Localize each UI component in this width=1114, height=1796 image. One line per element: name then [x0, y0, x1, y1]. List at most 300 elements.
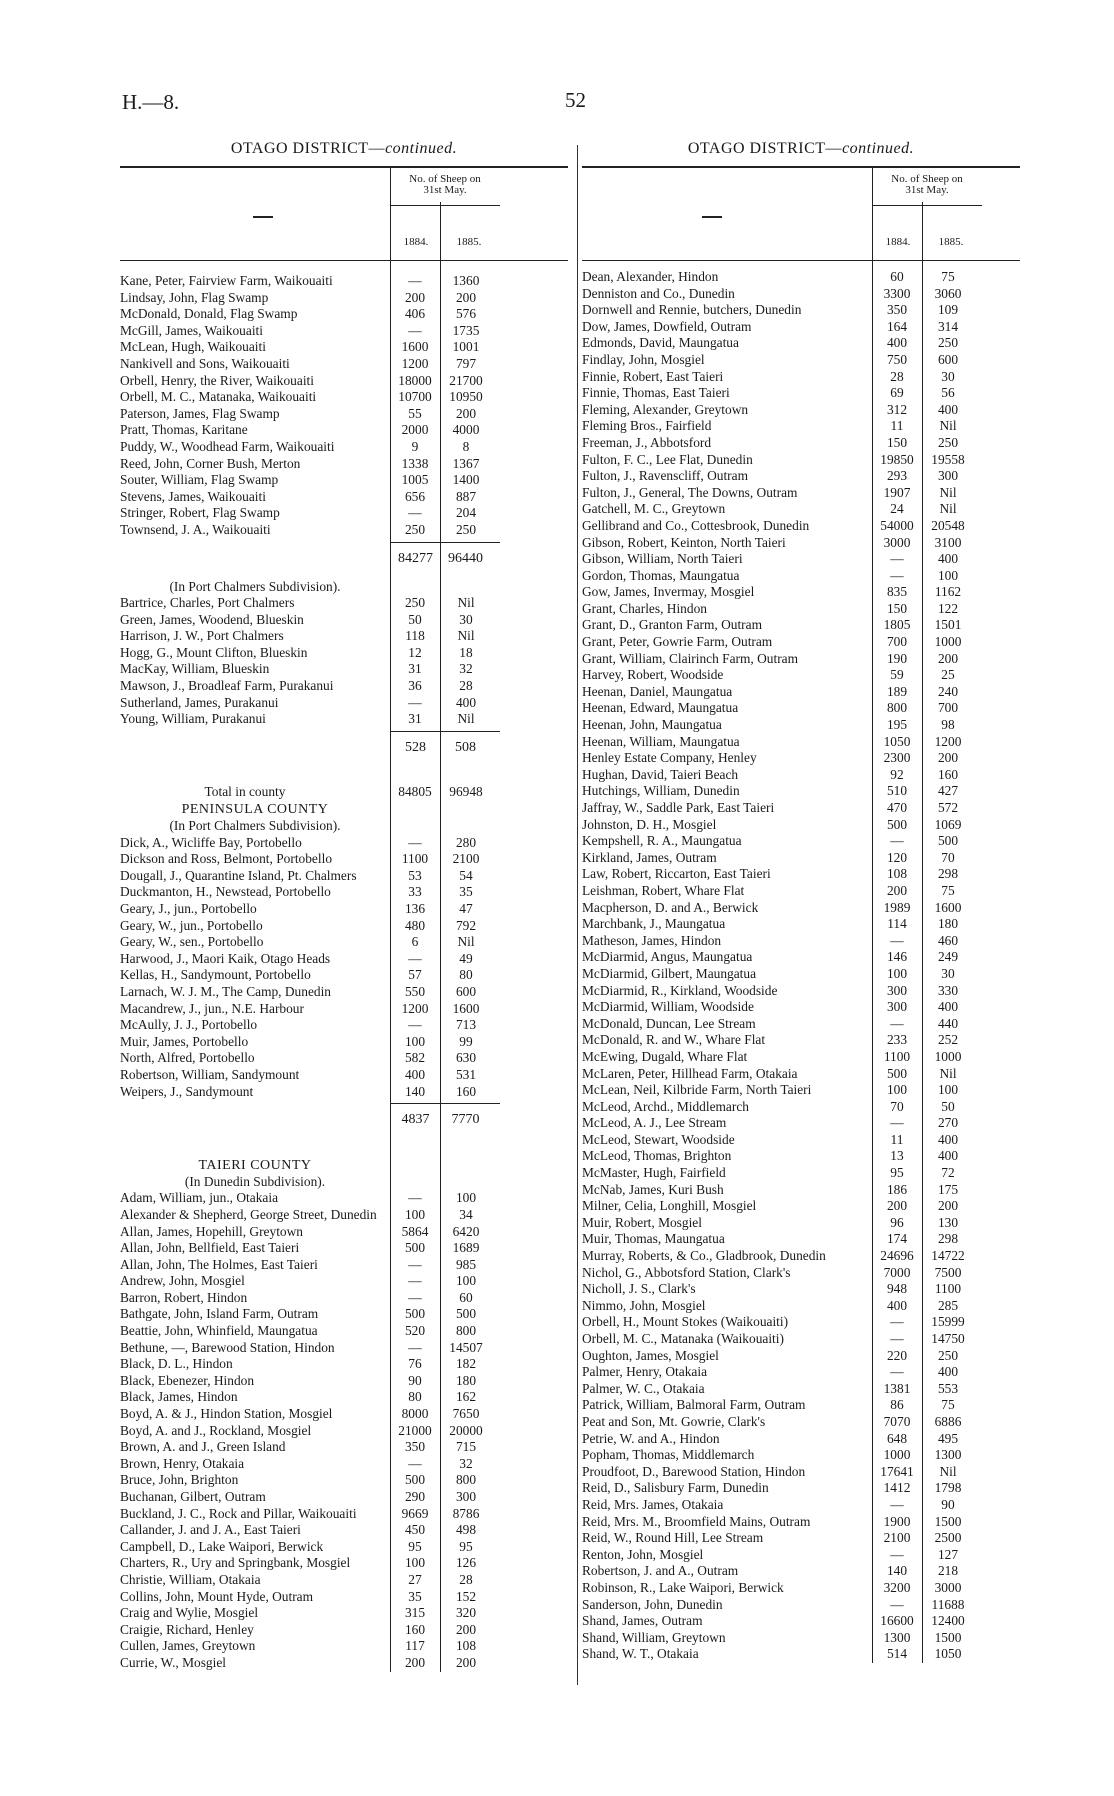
subtotal-1884: 84277	[398, 550, 433, 566]
table-row	[582, 1447, 1020, 1464]
sheep-1885: 47	[459, 901, 473, 916]
table-header	[120, 166, 568, 261]
sheep-1885: 12400	[931, 1613, 965, 1629]
table-row	[582, 1563, 1020, 1580]
sheep-1884: 28	[890, 368, 904, 384]
owner-name: Reid, D., Salisbury Farm, Dunedin	[582, 1480, 769, 1496]
owner-name: Nimmo, John, Mosgiel	[582, 1297, 706, 1313]
sheep-1884: 1381	[883, 1380, 911, 1396]
owner-name: Gibson, William, North Taieri	[582, 551, 743, 567]
sheep-1885: 270	[937, 1115, 959, 1131]
subdivision-heading: (In Port Chalmers Subdivision).	[169, 818, 341, 834]
owner-name: Orbell, M. C., Matanaka (Waikouaiti)	[582, 1331, 784, 1346]
owner-name: MacKay, William, Blueskin	[120, 661, 270, 677]
sheep-1885: 200	[937, 750, 959, 766]
sheep-1885: 35	[459, 884, 473, 900]
sheep-1884: 90	[408, 1372, 422, 1388]
sheep-1884: 8000	[401, 1406, 429, 1422]
owner-name: Jaffray, W., Saddle Park, East Taieri	[582, 800, 775, 815]
owner-name: Allan, James, Hopehill, Greytown	[120, 1223, 303, 1239]
sheep-1884: —	[890, 1115, 904, 1131]
owner-name: McEwing, Dugald, Whare Flat	[582, 1048, 748, 1064]
sheep-1884: 350	[886, 302, 908, 318]
owner-name: McGill, James, Waikouaiti	[120, 322, 263, 338]
sheep-1884: —	[408, 505, 422, 521]
sheep-1884: 150	[886, 434, 908, 450]
table-row	[120, 951, 568, 968]
sheep-1884: 1805	[883, 617, 911, 633]
sheep-1884: —	[890, 833, 904, 849]
owner-name: Stringer, Robert, Flag Swamp	[120, 505, 280, 521]
sheep-1885: 300	[455, 1489, 477, 1504]
owner-name: Johnston, D. H., Mosgiel	[582, 816, 717, 832]
sheep-1884: 1600	[401, 339, 429, 355]
table-row	[582, 418, 1020, 435]
sheep-1885: Nil	[939, 1463, 957, 1479]
owner-name: McDiarmid, William, Woodside	[582, 999, 754, 1015]
owner-name: Young, William, Purakanui	[120, 711, 266, 727]
owner-name: Freeman, J., Abbotsford	[582, 434, 712, 450]
sheep-1885: 20548	[931, 517, 965, 533]
table-row	[582, 501, 1020, 518]
table-row	[120, 389, 568, 406]
owner-name: McAully, J. J., Portobello	[120, 1017, 258, 1033]
owner-name: Shand, William, Greytown	[582, 1629, 726, 1645]
table-row	[582, 302, 1020, 319]
table-row	[120, 695, 568, 712]
sheep-1885: 100	[455, 1273, 477, 1289]
table-row	[582, 568, 1020, 585]
table-row	[582, 1613, 1020, 1630]
sheep-1884: 250	[404, 595, 426, 611]
sheep-1884: 50	[408, 611, 422, 627]
table-row	[120, 901, 568, 918]
sheep-1885: 21700	[449, 372, 483, 388]
sheep-1885: 160	[937, 766, 959, 782]
sheep-1885: 700	[937, 700, 959, 716]
table-row	[582, 319, 1020, 336]
sheep-1885: 70	[941, 849, 955, 865]
subtotal-rule	[390, 731, 500, 732]
sheep-1884: 57	[408, 967, 422, 983]
owner-name: Callander, J. and J. A., East Taieri	[120, 1522, 301, 1538]
table-row	[120, 1067, 568, 1084]
sheep-1884: 100	[886, 1082, 908, 1098]
sheep-1885: 75	[941, 269, 955, 284]
sheep-1885: 2100	[452, 851, 480, 867]
subtotal-row	[120, 539, 568, 579]
owner-name: Macpherson, D. and A., Berwick	[582, 899, 759, 915]
sheep-1885: 630	[455, 1050, 477, 1066]
owner-name: Nichol, G., Abbotsford Station, Clark's	[582, 1264, 791, 1280]
sheep-1884: 7000	[883, 1264, 911, 1280]
table-row	[120, 373, 568, 390]
owner-name: Paterson, James, Flag Swamp	[120, 405, 280, 421]
owner-name: Denniston and Co., Dunedin	[582, 285, 735, 301]
sheep-1885: 400	[937, 1131, 959, 1147]
owner-name: Macandrew, J., jun., N.E. Harbour	[120, 1000, 304, 1016]
sheep-1884: 33	[408, 884, 422, 900]
table-row	[582, 1049, 1020, 1066]
sheep-1884: 117	[405, 1638, 425, 1654]
table-row	[582, 1281, 1020, 1298]
subtotal-rule	[390, 1103, 500, 1104]
sheep-1885: 28	[459, 1571, 473, 1587]
owner-name: McDiarmid, Gilbert, Maungatua	[582, 965, 757, 981]
owner-name: Heenan, John, Maungatua	[582, 717, 722, 733]
sheep-1884: 400	[404, 1066, 426, 1082]
table-row	[582, 518, 1020, 535]
sheep-1885: 100	[455, 1190, 477, 1206]
sheep-1884: —	[408, 1339, 422, 1355]
owner-name: Harvey, Robert, Woodside	[582, 667, 724, 683]
sheep-1884: 400	[886, 1297, 908, 1313]
table-row	[120, 1423, 568, 1440]
owner-name: Black, James, Hindon	[120, 1389, 238, 1405]
owner-name: McLeod, Thomas, Brighton	[582, 1148, 732, 1164]
sheep-1884: 24696	[880, 1248, 914, 1264]
sheep-1885: 252	[937, 1032, 959, 1048]
sheep-1884: 24	[890, 501, 904, 517]
owner-name: Allan, John, The Holmes, East Taieri	[120, 1256, 318, 1272]
page-number: 52	[565, 88, 586, 112]
owner-name: Duckmanton, H., Newstead, Portobello	[120, 884, 331, 900]
table-row	[120, 1406, 568, 1423]
sheep-1884: 200	[886, 882, 908, 898]
owner-name: Orbell, H., Mount Stokes (Waikouaiti)	[582, 1314, 789, 1330]
sheep-1885: 14750	[931, 1331, 965, 1346]
owner-name: Brown, A. and J., Green Island	[120, 1439, 286, 1455]
year-1885-header: 1885.	[456, 236, 482, 248]
owner-name: Harwood, J., Maori Kaik, Otago Heads	[120, 950, 331, 966]
sheep-1885: 500	[937, 833, 959, 849]
sheep-1884: 60	[890, 269, 904, 284]
sheep-1885: 108	[455, 1638, 477, 1654]
sheep-1884: 118	[405, 628, 425, 644]
sheep-1885: 49	[459, 950, 473, 966]
sheep-1884: 1100	[401, 851, 429, 867]
table-row	[582, 1016, 1020, 1033]
table-row	[582, 817, 1020, 834]
table-row	[120, 1356, 568, 1373]
sheep-1884: 2300	[883, 750, 911, 766]
sheep-1884: —	[408, 1256, 422, 1272]
table-row	[582, 286, 1020, 303]
sheep-1884: —	[408, 322, 422, 338]
sheep-1884: 21000	[398, 1422, 432, 1438]
sheep-1884: 582	[404, 1050, 426, 1066]
sheep-1884: 1300	[883, 1629, 911, 1645]
owner-name: Hogg, G., Mount Clifton, Blueskin	[120, 644, 308, 660]
sheep-1885: 887	[455, 488, 477, 504]
sheep-1884: 12	[408, 644, 422, 660]
year-1884-header: 1884.	[885, 236, 911, 248]
owner-name: Boyd, A. and J., Rockland, Mosgiel	[120, 1422, 312, 1438]
sheep-1885: 25	[941, 667, 955, 683]
spacer	[120, 1140, 568, 1157]
sheep-1884: 35	[408, 1588, 422, 1604]
sheep-1884: 656	[404, 488, 426, 504]
table-row	[582, 584, 1020, 601]
sheep-1884: 1900	[883, 1513, 911, 1529]
sheep-1885: 600	[455, 983, 477, 999]
sheep-1884: 1200	[401, 1000, 429, 1016]
sheep-1885: 180	[937, 916, 959, 932]
sheep-1885: 2500	[934, 1530, 962, 1546]
table-row	[120, 1273, 568, 1290]
owner-name: Green, James, Woodend, Blueskin	[120, 611, 304, 627]
table-row	[582, 1265, 1020, 1282]
sheep-1884: 7070	[883, 1413, 911, 1429]
sheep-1885: 330	[937, 982, 959, 998]
table-row	[120, 439, 568, 456]
sheep-1884: 96	[890, 1214, 904, 1230]
subtotal-1885: 96440	[448, 550, 483, 566]
sheep-1884: 76	[408, 1356, 422, 1372]
owner-name: Shand, W. T., Otakaia	[582, 1646, 699, 1662]
owner-name: Petrie, W. and A., Hindon	[582, 1430, 720, 1446]
owner-name: Henley Estate Company, Henley	[582, 750, 757, 766]
sheep-1885: 200	[937, 650, 959, 666]
owner-name: Muir, James, Portobello	[120, 1033, 249, 1049]
table-row	[120, 1373, 568, 1390]
sheep-1885: 100	[937, 567, 959, 583]
sheep-1885: 30	[941, 965, 955, 981]
table-row	[582, 916, 1020, 933]
sheep-1884: 400	[886, 335, 908, 351]
sheep-1884: 31	[408, 661, 422, 677]
table-row	[582, 435, 1020, 452]
owner-name: Campbell, D., Lake Waipori, Berwick	[120, 1538, 324, 1554]
table-row	[120, 505, 568, 522]
sheep-1884: 500	[886, 1065, 908, 1081]
sheep-1885: 218	[937, 1563, 959, 1579]
table-row	[582, 1331, 1020, 1348]
owner-name: Gatchell, M. C., Greytown	[582, 501, 726, 517]
sheep-1884: 95	[408, 1538, 422, 1554]
table-row	[582, 1397, 1020, 1414]
owner-name: Allan, John, Bellfield, East Taieri	[120, 1240, 300, 1256]
sheep-1885: Nil	[457, 934, 475, 950]
table-row	[120, 967, 568, 984]
sheep-1885: Nil	[939, 484, 957, 500]
sheep-1884: 9	[411, 438, 419, 454]
table-row	[582, 1414, 1020, 1431]
table-row	[120, 851, 568, 868]
owner-name: Grant, Charles, Hindon	[582, 600, 707, 616]
owner-name: Orbell, M. C., Matanaka, Waikouaiti	[120, 389, 317, 405]
table-row	[582, 949, 1020, 966]
sheep-1884: 17641	[880, 1463, 914, 1479]
sheep-1884: 100	[404, 1555, 426, 1571]
sheep-1884: 80	[408, 1389, 422, 1405]
sheep-1884: 189	[886, 683, 908, 699]
right-table-body	[582, 261, 1020, 1663]
owner-name: Bathgate, John, Island Farm, Outram	[120, 1306, 319, 1322]
table-row	[582, 385, 1020, 402]
owner-name: Total in county	[204, 784, 286, 800]
table-row	[120, 1001, 568, 1018]
sheep-1885: 600	[937, 351, 959, 367]
sheep-1885: 1000	[934, 634, 962, 650]
table-row	[582, 468, 1020, 485]
sheep-1884: 9669	[401, 1505, 429, 1521]
table-row	[120, 1224, 568, 1241]
sheep-1885: 298	[937, 1231, 959, 1247]
sheep-1884: 3300	[883, 285, 911, 301]
page-reference: H.—8.	[122, 90, 180, 114]
sheep-1884: 1050	[883, 733, 911, 749]
sheep-1884: 11	[890, 1131, 904, 1147]
owner-name: Marchbank, J., Maungatua	[582, 916, 726, 932]
table-row	[582, 1198, 1020, 1215]
sheep-1885: 56	[941, 385, 955, 401]
table-row	[582, 983, 1020, 1000]
owner-name: Black, D. L., Hindon	[120, 1356, 233, 1372]
sheep-1885: 19558	[931, 451, 965, 467]
sheep-1884: 480	[404, 917, 426, 933]
sheep-1885: Nil	[457, 711, 475, 727]
sheep-1885: 6886	[934, 1413, 962, 1429]
table-row	[582, 684, 1020, 701]
sheep-1885: 11688	[931, 1596, 965, 1612]
sheep-1885: 30	[459, 611, 473, 627]
owner-name: Sutherland, James, Purakanui	[120, 694, 279, 710]
owner-name: McLeod, Stewart, Woodside	[582, 1131, 735, 1147]
sheep-1884: 54000	[880, 517, 914, 533]
table-header	[582, 166, 1020, 261]
table-row	[582, 1314, 1020, 1331]
subtotal-rule	[390, 542, 500, 543]
table-row	[120, 339, 568, 356]
sheep-1884: 290	[404, 1489, 426, 1504]
owner-name: Collins, John, Mount Hyde, Outram	[120, 1588, 314, 1604]
sheep-1885: 200	[455, 289, 477, 305]
sheep-1884: 300	[886, 999, 908, 1015]
sheep-1884: 200	[886, 1198, 908, 1214]
sheep-1885: 98	[941, 717, 955, 733]
sheep-1884: 69	[890, 385, 904, 401]
sheep-1885: 1200	[934, 733, 962, 749]
sheep-1884: 800	[886, 700, 908, 716]
owner-name: Andrew, John, Mosgiel	[120, 1273, 245, 1289]
sheep-1885: 713	[455, 1017, 477, 1033]
sheep-1885: 495	[937, 1430, 959, 1446]
table-row	[120, 1190, 568, 1207]
column-title: OTAGO DISTRICT—continued.	[230, 140, 458, 157]
owner-name: Hughan, David, Taieri Beach	[582, 766, 739, 782]
owner-name: Robertson, William, Sandymount	[120, 1066, 300, 1082]
table-row	[120, 1472, 568, 1489]
owner-name: Kellas, H., Sandymount, Portobello	[120, 967, 311, 983]
sheep-1885: 985	[455, 1256, 477, 1272]
sheep-1885: 1400	[452, 472, 480, 488]
table-row	[120, 1638, 568, 1655]
table-row	[582, 535, 1020, 552]
table-row	[582, 1464, 1020, 1481]
table-row	[582, 734, 1020, 751]
sheep-1885: 314	[937, 318, 959, 334]
sheep-1884: —	[408, 1273, 422, 1289]
owner-name: Hutchings, William, Dunedin	[582, 783, 740, 799]
owner-name: McLeod, Archd., Middlemarch	[582, 1098, 749, 1114]
sheep-1885: 34	[459, 1206, 473, 1222]
table-row	[582, 966, 1020, 983]
sheep-1884: 19850	[880, 451, 914, 467]
sheep-1885: 109	[937, 302, 959, 318]
table-row	[120, 1572, 568, 1589]
owner-name: Muir, Robert, Mosgiel	[582, 1214, 702, 1230]
table-row	[120, 645, 568, 662]
table-row	[582, 1082, 1020, 1099]
table-row	[120, 1050, 568, 1067]
owner-name: Milner, Celia, Longhill, Mosgiel	[582, 1198, 757, 1214]
sheep-1885: 130	[937, 1214, 959, 1230]
sheep-1885: 1162	[934, 584, 962, 600]
table-row	[582, 1381, 1020, 1398]
sheep-1885: 1001	[452, 339, 480, 355]
owner-name: Kempshell, R. A., Maungatua	[582, 833, 742, 849]
owner-name: Bruce, John, Brighton	[120, 1472, 239, 1488]
sheep-1884: —	[890, 1596, 904, 1612]
sheep-1884: 948	[886, 1281, 908, 1297]
table-row	[120, 472, 568, 489]
sheep-1885: 32	[459, 1455, 473, 1471]
owner-name: Peat and Son, Mt. Gowrie, Clark's	[582, 1413, 766, 1429]
sheep-1884: 293	[886, 468, 908, 484]
sheep-1885: 800	[455, 1472, 477, 1488]
table-row	[582, 1547, 1020, 1564]
sheep-1885: 1798	[934, 1480, 962, 1496]
table-row	[120, 1522, 568, 1539]
owner-name: McDonald, Donald, Flag Swamp	[120, 306, 298, 322]
sheep-1885: 300	[937, 468, 959, 484]
sheep-1884: —	[890, 1331, 904, 1346]
sheep-1884: 510	[886, 783, 908, 799]
sheep-1884: —	[408, 1190, 422, 1206]
sheep-1884: 520	[404, 1323, 426, 1339]
sheep-1885: 400	[937, 551, 959, 567]
sheep-1884: 108	[886, 866, 908, 882]
table-row	[120, 661, 568, 678]
table-row	[120, 868, 568, 885]
sheep-1885: 498	[455, 1522, 477, 1538]
sheep-1885: 800	[455, 1323, 477, 1339]
owner-name: Alexander & Shepherd, George Street, Dunedin	[120, 1206, 377, 1222]
table-row	[120, 1489, 568, 1506]
sheep-1885: 250	[455, 521, 477, 537]
owner-name: Cullen, James, Greytown	[120, 1638, 256, 1654]
table-row	[120, 1389, 568, 1406]
table-row	[582, 634, 1020, 651]
owner-name: Harrison, J. W., Port Chalmers	[120, 628, 284, 644]
sheep-1884: 53	[408, 867, 422, 883]
table-row	[582, 1630, 1020, 1647]
owner-name: Gow, James, Invermay, Mosgiel	[582, 584, 755, 600]
name-header-dash	[702, 216, 722, 218]
table-row	[582, 335, 1020, 352]
owner-name: Lindsay, John, Flag Swamp	[120, 289, 269, 305]
table-row	[120, 456, 568, 473]
owner-name: Fulton, J., General, The Downs, Outram	[582, 484, 798, 500]
sheep-1885: 99	[459, 1033, 473, 1049]
sheep-1885: 100	[937, 1082, 959, 1098]
owner-name: Fleming Bros., Fairfield	[582, 418, 712, 434]
owner-name: Buchanan, Gilbert, Outram	[120, 1489, 266, 1504]
sheep-1884: 648	[886, 1430, 908, 1446]
owner-name: Proudfoot, D., Barewood Station, Hindon	[582, 1463, 806, 1479]
table-row	[582, 1148, 1020, 1165]
